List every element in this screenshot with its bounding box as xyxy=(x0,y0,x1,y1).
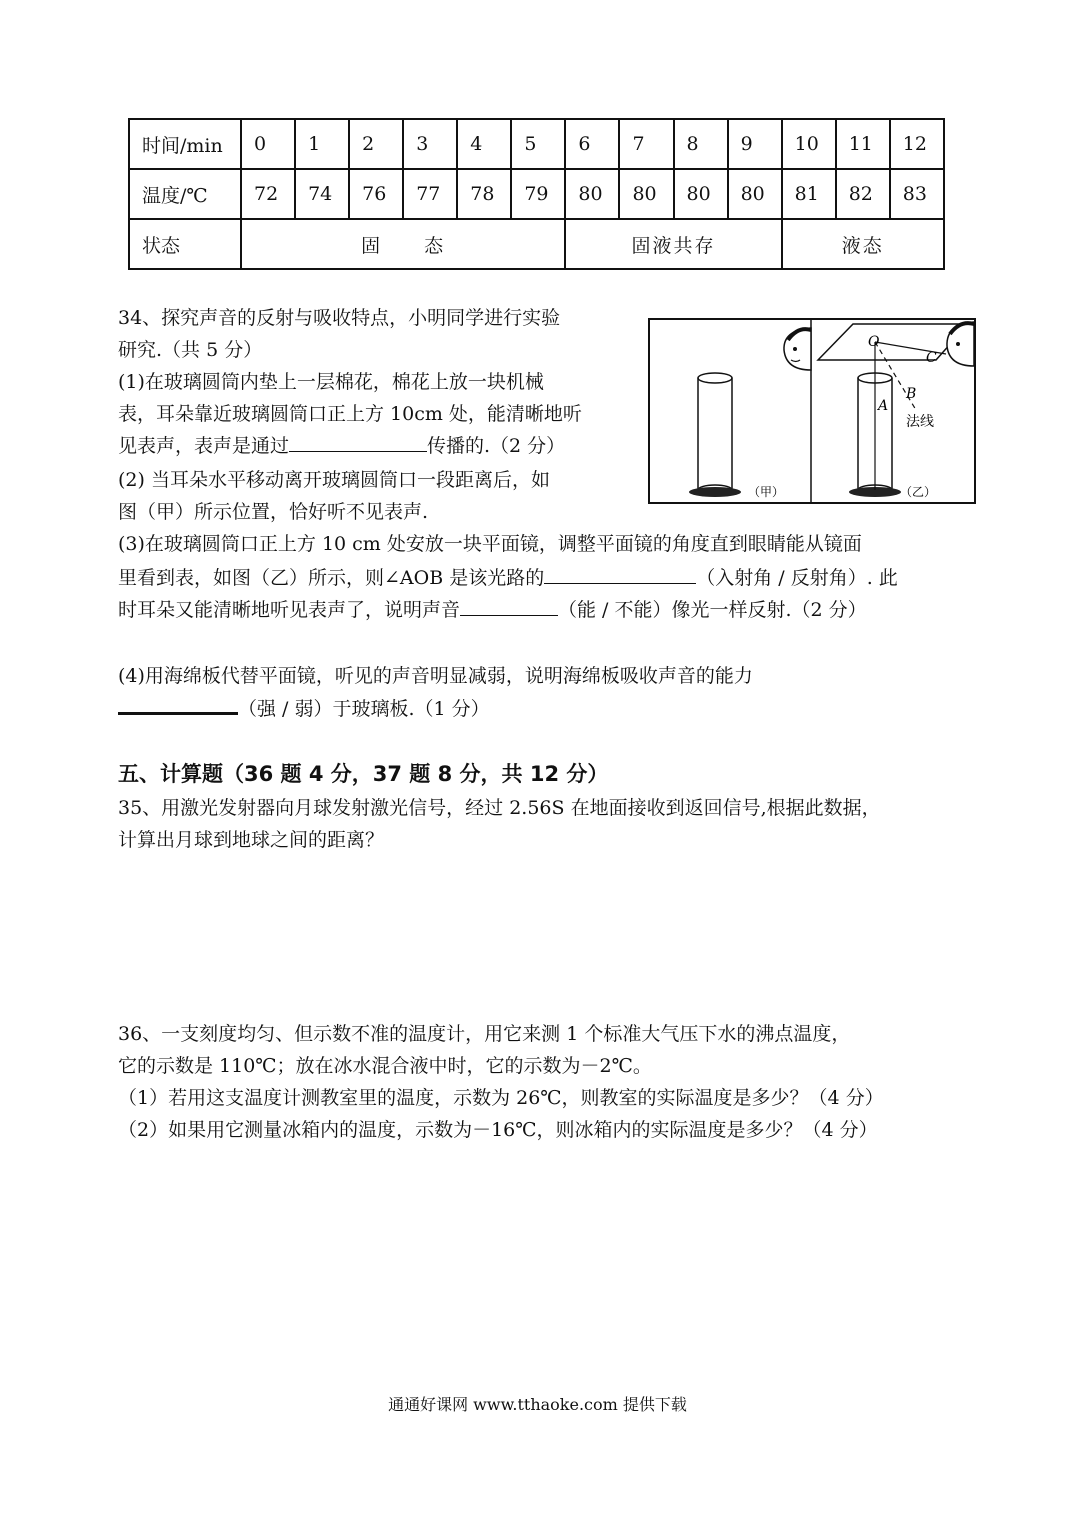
answer-blank-1[interactable] xyxy=(289,431,427,452)
state-liquid-cell: 液态 xyxy=(782,219,944,269)
q34-p2-line-2: 图（甲）所示位置，恰好听不见表声. xyxy=(118,501,429,523)
table-row-temp xyxy=(129,169,944,219)
table-cell: 78 xyxy=(457,169,511,219)
q36-line-1: 36、一支刻度均匀、但示数不准的温度计，用它来测 1 个标准大气压下水的沸点温度， xyxy=(118,1023,851,1045)
state-solid-cell: 固 态 xyxy=(241,219,565,269)
table-cell: 6 xyxy=(565,119,619,169)
table-cell: 12 xyxy=(890,119,944,169)
label-jia: （甲） xyxy=(748,485,785,499)
label-c: C xyxy=(926,350,937,366)
q34-p4-line-2 xyxy=(118,692,490,725)
table-header-time: 时间/min xyxy=(129,119,241,169)
q34-p4-line-1: (4)用海绵板代替平面镜，听见的声音明显减弱，说明海绵板吸收声音的能力 xyxy=(118,665,753,687)
table-cell: 3 xyxy=(403,119,457,169)
q36-line-2: 它的示数是 110℃；放在冰水混合液中时，它的示数为－2℃。 xyxy=(118,1055,652,1077)
page-footer: 通通好课网 www.tthaoke.com 提供下载 xyxy=(388,1395,687,1414)
q34-p3-line-2 xyxy=(118,562,898,594)
q34-p1-line-2: 表，耳朵靠近玻璃圆筒口正上方 10cm 处，能清晰地听 xyxy=(118,403,582,425)
answer-blank-3[interactable] xyxy=(460,595,558,616)
table-cell: 80 xyxy=(728,169,782,219)
label-yi: （乙） xyxy=(900,485,937,499)
q34-line-2: 研究.（共 5 分） xyxy=(118,339,263,361)
q36-line-4: （2）如果用它测量冰箱内的温度，示数为－16℃，则冰箱内的实际温度是多少？（4 分） xyxy=(118,1119,878,1141)
table-cell: 7 xyxy=(619,119,673,169)
q34-p3-line-1: (3)在玻璃圆筒口正上方 10 cm 处安放一块平面镜，调整平面镜的角度直到眼睛能从镜面 xyxy=(118,533,862,555)
watch-icon xyxy=(689,487,741,497)
table-cell: 82 xyxy=(836,169,890,219)
table-cell: 83 xyxy=(890,169,944,219)
table-cell: 2 xyxy=(349,119,403,169)
table-cell: 5 xyxy=(511,119,565,169)
table-cell: 80 xyxy=(565,169,619,219)
q34-p3-text-a: 里看到表，如图（乙）所示，则∠AOB 是该光路的 xyxy=(118,567,545,589)
table-cell: 76 xyxy=(349,169,403,219)
table-cell: 11 xyxy=(836,119,890,169)
table-cell: 4 xyxy=(457,119,511,169)
table-cell: 80 xyxy=(674,169,728,219)
table-cell: 10 xyxy=(782,119,836,169)
section-title: 五、计算题（36 题 4 分，37 题 8 分，共 12 分） xyxy=(118,762,609,786)
table-cell: 81 xyxy=(782,169,836,219)
table-cell: 77 xyxy=(403,169,457,219)
q34-p3-line-3 xyxy=(118,594,867,626)
table-cell: 9 xyxy=(728,119,782,169)
experiment-figure xyxy=(648,318,976,504)
q34-p1-line-3 xyxy=(118,430,565,462)
table-cell: 8 xyxy=(674,119,728,169)
label-a: A xyxy=(878,398,889,414)
table-header-temp: 温度/℃ xyxy=(129,169,241,219)
q34-p1-text-a: 见表声，表声是通过 xyxy=(118,435,290,457)
label-b: B xyxy=(906,386,917,402)
q34-p4-text-b: （强 / 弱）于玻璃板.（1 分） xyxy=(238,698,490,720)
q34-p1-text-b: 传播的.（2 分） xyxy=(427,435,566,457)
table-cell: 79 xyxy=(511,169,565,219)
q36-line-3: （1）若用这支温度计测教室里的温度，示数为 26℃，则教室的实际温度是多少？（4 分） xyxy=(118,1087,884,1109)
table-cell: 74 xyxy=(295,169,349,219)
label-o: O xyxy=(868,334,880,350)
q34-p3-text-b: （入射角 / 反射角）. 此 xyxy=(696,567,898,589)
table-row-state xyxy=(129,219,944,269)
q34-p1-line-1: (1)在玻璃圆筒内垫上一层棉花，棉花上放一块机械 xyxy=(118,371,544,393)
q35-line-1: 35、用激光发射器向月球发射激光信号，经过 2.56S 在地面接收到返回信号,根据此数据， xyxy=(118,797,881,819)
table-cell: 0 xyxy=(241,119,295,169)
table-cell: 80 xyxy=(619,169,673,219)
label-normal: 法线 xyxy=(906,414,934,430)
q34-p2-line-1: (2) 当耳朵水平移动离开玻璃圆筒口一段距离后，如 xyxy=(118,469,550,491)
table-row-time xyxy=(129,119,944,169)
answer-blank-2[interactable] xyxy=(544,563,696,584)
table-header-state: 状态 xyxy=(129,219,241,269)
q34-p3-text-c: 时耳朵又能清晰地听见表声了，说明声音 xyxy=(118,599,461,621)
q35-line-2: 计算出月球到地球之间的距离？ xyxy=(118,829,385,851)
q34-line-1: 34、探究声音的反射与吸收特点，小明同学进行实验 xyxy=(118,307,561,329)
state-mixed-cell: 固液共存 xyxy=(565,219,781,269)
table-cell: 72 xyxy=(241,169,295,219)
q34-p3-text-d: （能 / 不能）像光一样反射.（2 分） xyxy=(558,599,867,621)
temperature-table xyxy=(128,118,945,270)
answer-blank-4[interactable] xyxy=(118,692,238,715)
table-cell: 1 xyxy=(295,119,349,169)
